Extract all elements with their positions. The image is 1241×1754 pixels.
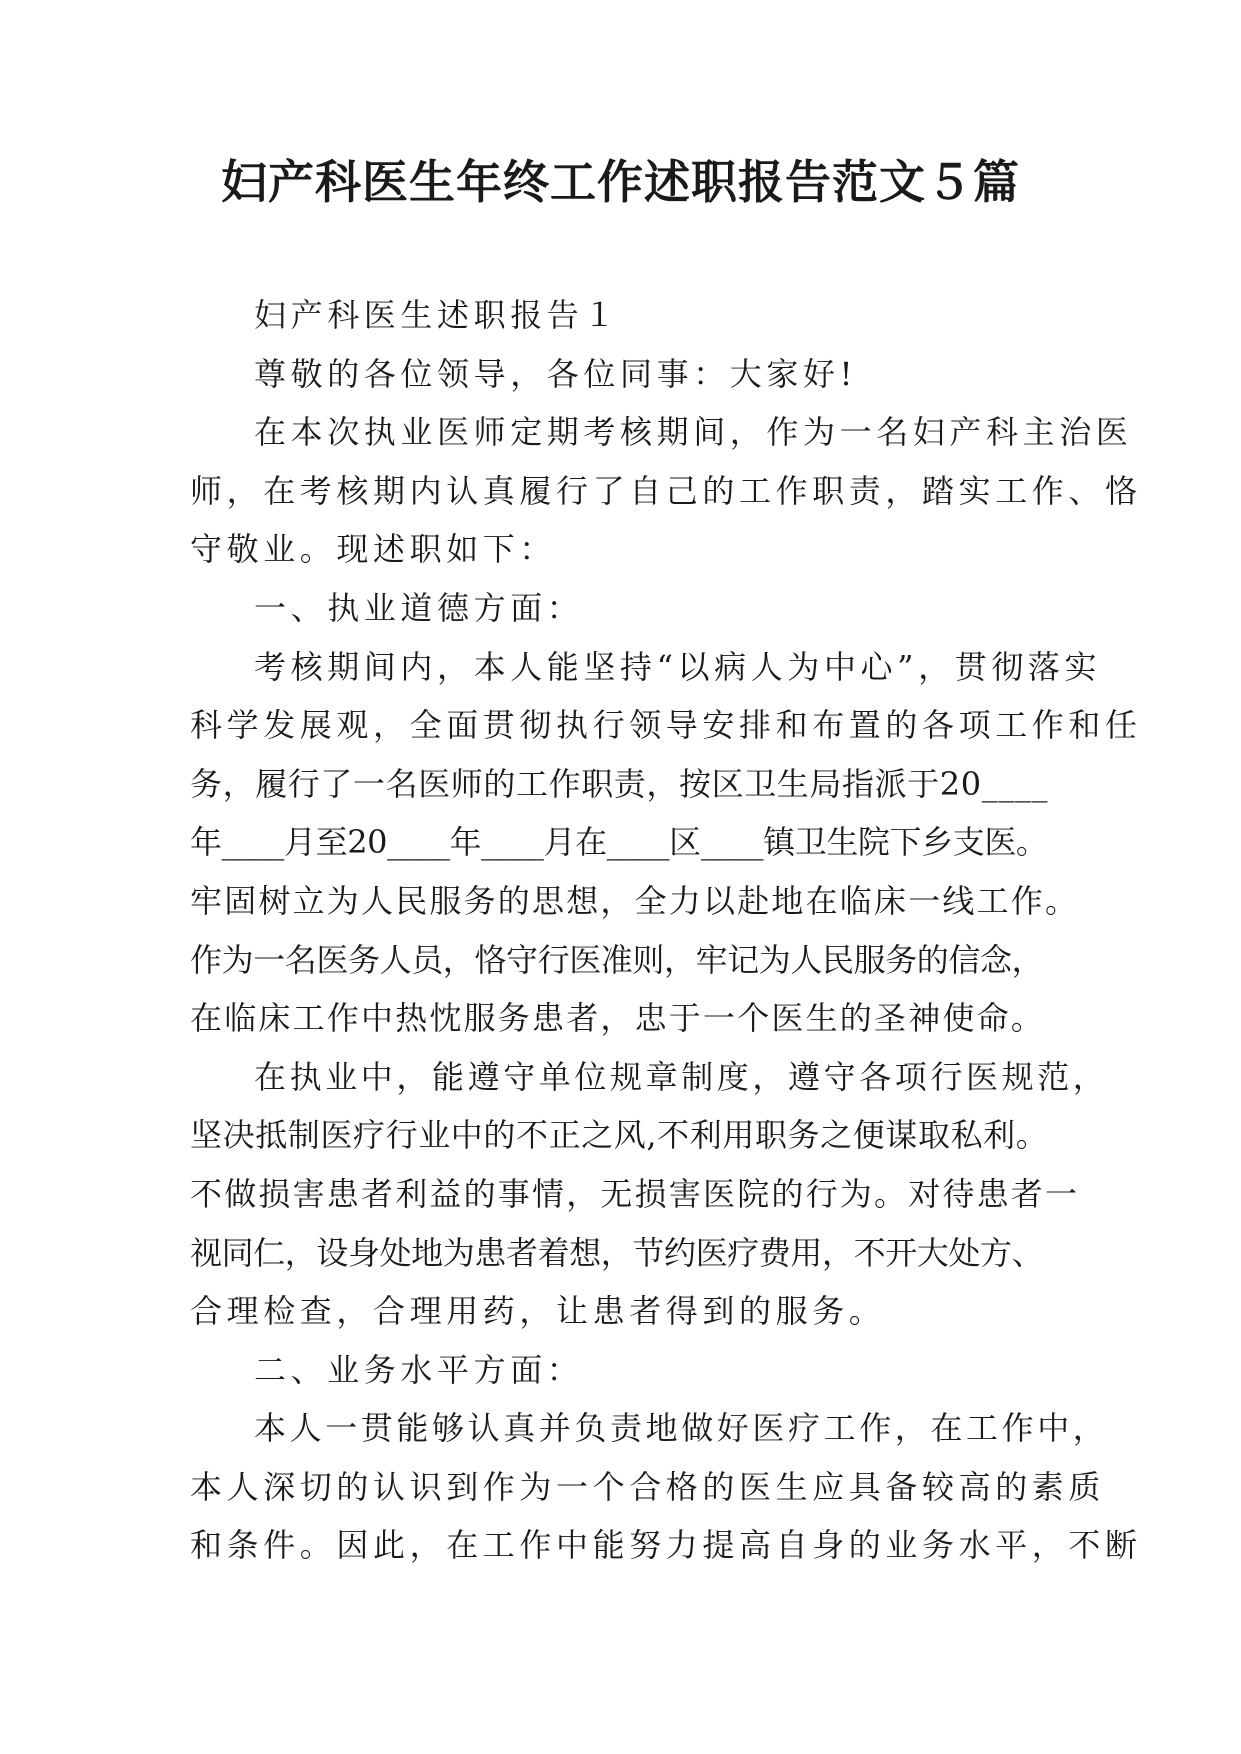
salutation: 尊敬的各位领导，各位同事：大家好! bbox=[254, 354, 858, 393]
paragraph-line: 守敬业。现述职如下： bbox=[190, 530, 557, 569]
paragraph-line: 科学发展观，全面贯彻执行领导安排和布置的各项工作和任 bbox=[190, 706, 1142, 745]
subsection-heading: 一、执业道德方面： bbox=[254, 588, 584, 627]
paragraph-line: 坚决抵制医疗行业中的不正之风,不利用职务之便谋取私利。 bbox=[190, 1116, 1049, 1155]
paragraph-line: 年____月至20____年____月在____区____镇卫生院下乡支医。 bbox=[190, 823, 1048, 862]
paragraph-line: 本人深切的认识到作为一个合格的医生应具备较高的素质 bbox=[190, 1467, 1106, 1506]
paragraph-line: 作为一名医务人员，恪守行医准则，牢记为人民服务的信念， bbox=[190, 940, 1044, 979]
document-body bbox=[190, 286, 1142, 1575]
paragraph-line: 视同仁，设身处地为患者着想，节约医疗费用，不开大处方、 bbox=[190, 1233, 1044, 1272]
document-title: 妇产科医生年终工作述职报告范文５篇 bbox=[221, 155, 1020, 209]
paragraph-line: 合理检查，合理用药，让患者得到的服务。 bbox=[190, 1292, 886, 1331]
paragraph-line: 在执业中，能遵守单位规章制度，遵守各项行医规范， bbox=[254, 1057, 1109, 1096]
paragraph-line: 在本次执业医师定期考核期间，作为一名妇产科主治医 bbox=[254, 413, 1133, 452]
paragraph-line: 师，在考核期内认真履行了自己的工作职责，踏实工作、恪 bbox=[190, 471, 1142, 510]
paragraph-line: 不做损害患者利益的事情，无损害医院的行为。对待患者一 bbox=[190, 1174, 1080, 1213]
subsection-heading: 二、业务水平方面： bbox=[254, 1350, 584, 1389]
paragraph-line: 考核期间内，本人能坚持“以病人为中心”，贯彻落实 bbox=[254, 647, 1102, 686]
paragraph-line: 在临床工作中热忱服务患者，忠于一个医生的圣神使命。 bbox=[190, 999, 1046, 1038]
paragraph-line: 牢固树立为人民服务的思想，全力以赴地在临床一线工作。 bbox=[190, 881, 1080, 920]
paragraph-line: 本人一贯能够认真并负责地做好医疗工作，在工作中， bbox=[254, 1409, 1109, 1448]
paragraph-line: 和条件。因此，在工作中能努力提高自身的业务水平，不断 bbox=[190, 1526, 1142, 1565]
paragraph-line: 务，履行了一名医师的工作职责，按区卫生局指派于20____ bbox=[190, 764, 1049, 803]
section-heading: 妇产科医生述职报告１ bbox=[254, 296, 621, 334]
